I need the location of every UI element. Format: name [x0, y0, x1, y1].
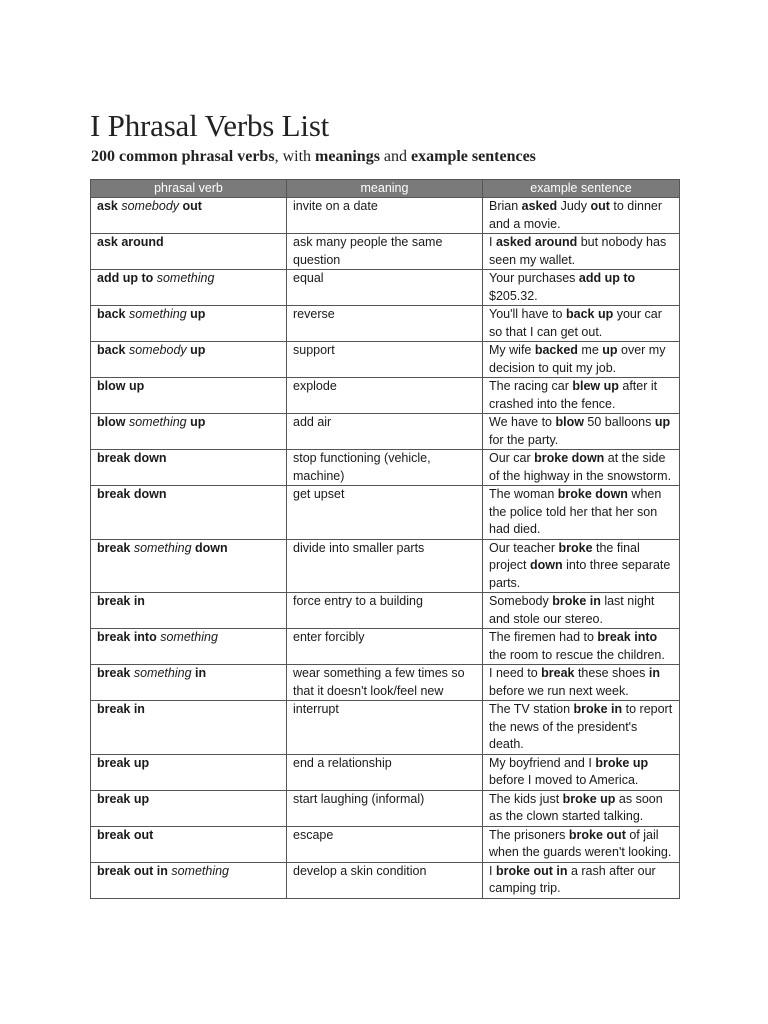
text-run: The racing car	[489, 379, 573, 393]
table-header-row	[91, 180, 680, 198]
meaning-cell: get upset	[287, 486, 483, 540]
example-sentence-cell	[483, 790, 680, 826]
phrasal-verb-cell	[91, 826, 287, 862]
subtitle-part: and	[379, 148, 412, 165]
text-run: before we run next week.	[489, 683, 629, 698]
text-run: somebody	[121, 199, 180, 213]
column-header-meaning: meaning	[287, 180, 483, 198]
text-run: up	[654, 415, 671, 429]
text-run: broke down	[557, 487, 628, 501]
text-run: break out	[97, 827, 154, 842]
text-run: I	[489, 863, 496, 878]
page-title: I Phrasal Verbs List	[90, 108, 330, 143]
table-row	[91, 234, 680, 270]
meaning-cell: wear something a few times so that it doesn't look/feel new	[287, 665, 483, 701]
text-run: The kids just	[489, 791, 563, 806]
text-run: break in	[97, 702, 145, 716]
table-body	[91, 198, 680, 899]
text-run: add up to	[97, 271, 157, 285]
text-run: out	[179, 199, 202, 213]
column-header-example-sentence: example sentence	[483, 180, 680, 198]
text-run: break in	[97, 594, 145, 608]
text-run: up	[602, 343, 618, 357]
text-run: something	[171, 863, 230, 878]
text-run: blow up	[97, 379, 145, 393]
example-sentence-cell	[483, 701, 680, 755]
phrasal-verb-cell	[91, 665, 287, 701]
example-sentence-cell	[483, 486, 680, 540]
meaning-cell: interrupt	[287, 701, 483, 755]
text-run: when the police told her that her son had died.	[489, 487, 662, 536]
text-run: ask around	[97, 235, 164, 249]
phrasal-verb-cell	[91, 790, 287, 826]
text-run: broke in	[552, 594, 601, 608]
text-run: Our car	[489, 451, 535, 465]
text-run: blow	[97, 415, 129, 429]
text-run: Your purchases	[489, 271, 579, 285]
example-sentence-cell	[483, 539, 680, 593]
text-run: break out in	[97, 863, 172, 878]
text-run: ask	[97, 199, 122, 213]
text-run: break up	[97, 755, 150, 770]
phrasal-verb-cell	[91, 378, 287, 414]
text-run: The firemen had to	[489, 630, 598, 644]
text-run: asked	[521, 199, 558, 213]
text-run: The prisoners	[489, 827, 569, 842]
example-sentence-cell	[483, 593, 680, 629]
meaning-cell: start laughing (informal)	[287, 790, 483, 826]
text-run: something	[128, 415, 187, 429]
text-run: blow	[555, 415, 584, 429]
text-run: break into	[597, 630, 658, 644]
text-run: the room to rescue the children.	[489, 647, 665, 662]
text-run: broke out	[568, 827, 626, 842]
table-row	[91, 414, 680, 450]
text-run: broke out in	[495, 863, 568, 878]
text-run: break	[97, 666, 134, 680]
meaning-cell: divide into smaller parts	[287, 539, 483, 593]
text-run: out	[590, 199, 610, 213]
phrasal-verb-cell	[91, 198, 287, 234]
text-run: The TV station	[489, 702, 574, 716]
text-run: to dinner and a movie.	[489, 199, 663, 231]
phrasal-verb-cell	[91, 754, 287, 790]
example-sentence-cell	[483, 306, 680, 342]
phrasal-verb-cell	[91, 862, 287, 898]
text-run: My wife	[489, 343, 535, 357]
text-run: backed	[534, 343, 578, 357]
text-run: after it crashed into the fence.	[489, 379, 658, 411]
text-run: as soon as the clown started talking.	[489, 791, 663, 823]
text-run: somebody	[128, 343, 187, 357]
meaning-cell: force entry to a building	[287, 593, 483, 629]
example-sentence-cell	[483, 754, 680, 790]
text-run: My boyfriend and I	[489, 755, 596, 770]
meaning-cell: end a relationship	[287, 754, 483, 790]
text-run: Somebody	[489, 594, 553, 608]
text-run: You'll have to	[489, 307, 566, 321]
subtitle-part: , with	[274, 148, 316, 165]
phrasal-verb-cell	[91, 450, 287, 486]
example-sentence-cell	[483, 450, 680, 486]
example-sentence-cell	[483, 826, 680, 862]
table-row	[91, 754, 680, 790]
text-run: broke up	[595, 755, 649, 770]
example-sentence-cell	[483, 629, 680, 665]
meaning-cell: support	[287, 342, 483, 378]
example-sentence-cell	[483, 378, 680, 414]
text-run: break	[97, 540, 134, 555]
text-run: Judy	[557, 199, 591, 213]
text-run: break down	[97, 487, 167, 501]
subtitle-part: meanings	[315, 148, 380, 165]
table-row	[91, 826, 680, 862]
text-run: before I moved to America.	[489, 773, 639, 787]
meaning-cell: invite on a date	[287, 198, 483, 234]
text-run: Brian	[489, 199, 522, 213]
text-run: something	[133, 540, 192, 555]
text-run: up	[186, 343, 206, 357]
table-row	[91, 486, 680, 540]
phrasal-verb-cell	[91, 414, 287, 450]
text-run: the final project	[489, 540, 640, 572]
text-run: up	[186, 415, 206, 429]
text-run: something	[160, 630, 218, 644]
meaning-cell: stop functioning (vehicle, machine)	[287, 450, 483, 486]
text-run: I	[489, 235, 496, 249]
subtitle-part: example sentences	[411, 148, 536, 165]
text-run: break	[541, 666, 575, 680]
meaning-cell: explode	[287, 378, 483, 414]
table-row	[91, 342, 680, 378]
text-run: break up	[97, 791, 150, 806]
text-run: Our teacher	[489, 540, 559, 555]
meaning-cell: equal	[287, 270, 483, 306]
text-run: The woman	[489, 487, 558, 501]
meaning-cell: reverse	[287, 306, 483, 342]
text-run: up	[186, 307, 206, 321]
text-run: blew up	[572, 379, 619, 393]
text-run: to report the news of the president's death.	[489, 702, 673, 751]
table-row	[91, 198, 680, 234]
phrasal-verb-cell	[91, 593, 287, 629]
example-sentence-cell	[483, 270, 680, 306]
text-run: in	[191, 666, 207, 680]
text-run: last night and stole our stereo.	[489, 594, 655, 626]
meaning-cell: develop a skin condition	[287, 862, 483, 898]
phrasal-verb-cell	[91, 539, 287, 593]
table-row	[91, 665, 680, 701]
text-run: at the side of the highway in the snowstorm.	[489, 451, 672, 483]
text-run: add up to	[578, 271, 636, 285]
table-row	[91, 378, 680, 414]
text-run: back	[97, 343, 129, 357]
phrasal-verb-cell	[91, 486, 287, 540]
text-run: back up	[565, 307, 614, 321]
text-run: break down	[97, 451, 167, 465]
example-sentence-cell	[483, 198, 680, 234]
page-subtitle	[91, 148, 536, 166]
text-run: something	[128, 307, 187, 321]
text-run: I need to	[489, 666, 542, 680]
example-sentence-cell	[483, 862, 680, 898]
table-row	[91, 539, 680, 593]
text-run: broke in	[573, 702, 623, 716]
phrasal-verbs-table	[90, 179, 680, 899]
text-run: these shoes	[574, 666, 649, 680]
phrasal-verb-cell	[91, 306, 287, 342]
meaning-cell: ask many people the same question	[287, 234, 483, 270]
phrasal-verb-cell	[91, 701, 287, 755]
phrasal-verb-cell	[91, 342, 287, 378]
table-row	[91, 862, 680, 898]
column-header-phrasal-verb: phrasal verb	[91, 180, 287, 198]
text-run: break into	[97, 630, 161, 644]
text-run: something	[133, 666, 192, 680]
example-sentence-cell	[483, 665, 680, 701]
text-run: $205.32.	[489, 288, 538, 303]
meaning-cell: add air	[287, 414, 483, 450]
text-run: your car so that I can get out.	[489, 307, 662, 339]
table-row	[91, 629, 680, 665]
text-run: broke	[558, 540, 593, 555]
text-run: broke up	[562, 791, 616, 806]
text-run: asked around	[495, 235, 578, 249]
table-row	[91, 450, 680, 486]
table-row	[91, 306, 680, 342]
text-run: over my decision to quit my job.	[489, 343, 666, 375]
table-row	[91, 701, 680, 755]
text-run: but nobody has seen my wallet.	[489, 235, 667, 267]
text-run: a rash after our camping trip.	[489, 863, 656, 895]
text-run: of jail when the guards weren't looking.	[489, 827, 672, 859]
meaning-cell: enter forcibly	[287, 629, 483, 665]
text-run: 50 balloons	[583, 415, 655, 429]
text-run: something	[156, 271, 215, 285]
text-run: for the party.	[489, 432, 559, 447]
text-run: down	[191, 540, 228, 555]
text-run: into three separate parts.	[489, 558, 671, 590]
phrasal-verb-cell	[91, 234, 287, 270]
example-sentence-cell	[483, 342, 680, 378]
example-sentence-cell	[483, 234, 680, 270]
table-row	[91, 270, 680, 306]
text-run: back	[97, 307, 129, 321]
text-run: in	[648, 666, 660, 680]
phrasal-verb-cell	[91, 629, 287, 665]
phrasal-verb-cell	[91, 270, 287, 306]
table-row	[91, 790, 680, 826]
text-run: broke down	[534, 451, 605, 465]
text-run: me	[577, 343, 603, 357]
subtitle-part: 200 common phrasal verbs	[91, 148, 275, 165]
text-run: down	[530, 558, 563, 572]
example-sentence-cell	[483, 414, 680, 450]
text-run: We have to	[489, 415, 556, 429]
meaning-cell: escape	[287, 826, 483, 862]
table-row	[91, 593, 680, 629]
